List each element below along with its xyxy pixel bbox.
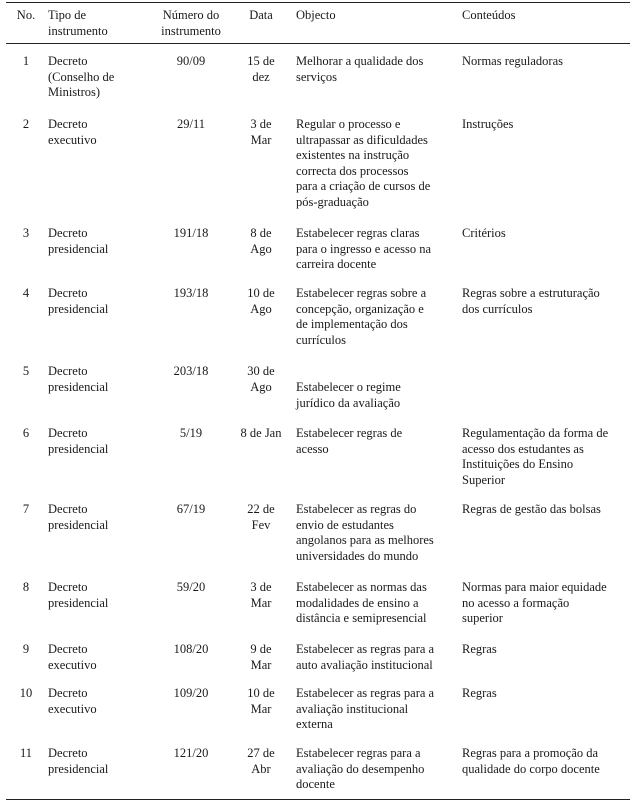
row-conteudos: Normas para maior equidade no acesso a formação superior	[462, 580, 607, 625]
row-objecto: Estabelecer regras claras para o ingresso e acesso na carreira docente	[296, 226, 432, 271]
row-no: 5	[22, 364, 30, 378]
row-data: 10 de Mar	[247, 686, 275, 716]
row-objecto: Melhorar a qualidade dos serviços	[296, 54, 424, 84]
header-no: No.	[16, 8, 36, 22]
row-objecto: Estabelecer o regime jurídico da avaliação	[296, 380, 401, 410]
row-conteudos: Regras para a promoção da qualidade do corpo docente	[462, 746, 600, 776]
row-tipo: Decreto presidencial	[48, 502, 109, 532]
row-no: 1	[22, 54, 30, 68]
row-objecto: Estabelecer regras sobre a concepção, organização e de implementação dos currículos	[296, 286, 427, 347]
row-tipo: Decreto presidencial	[48, 286, 109, 316]
header-data: Data	[249, 8, 273, 22]
row-numero: 67/19	[176, 502, 206, 516]
row-objecto: Estabelecer regras para a avaliação do desempenho docente	[296, 746, 425, 791]
row-numero: 5/19	[179, 426, 203, 440]
row-numero: 90/09	[176, 54, 206, 68]
row-tipo: Decreto (Conselho de Ministros)	[48, 54, 115, 99]
row-numero: 121/20	[173, 746, 209, 760]
row-numero: 108/20	[173, 642, 209, 656]
row-tipo: Decreto presidencial	[48, 580, 109, 610]
row-data: 15 de dez	[247, 54, 275, 84]
row-conteudos: Normas reguladoras	[462, 54, 564, 68]
row-data: 9 de Mar	[250, 642, 272, 672]
row-numero: 191/18	[173, 226, 209, 240]
top-rule	[6, 2, 630, 3]
header-conteudos: Conteúdos	[462, 8, 516, 22]
row-objecto: Estabelecer regras de acesso	[296, 426, 403, 456]
row-tipo: Decreto executivo	[48, 686, 97, 716]
row-tipo: Decreto presidencial	[48, 226, 109, 256]
row-numero: 29/11	[176, 117, 205, 131]
row-objecto: Regular o processo e ultrapassar as dificuldades existentes na instrução correcta dos processos para a criação de cursos de pós-graduação	[296, 117, 431, 209]
row-numero: 193/18	[173, 286, 209, 300]
row-no: 8	[22, 580, 30, 594]
row-conteudos: Regras sobre a estruturação dos currículos	[462, 286, 600, 316]
row-numero: 59/20	[176, 580, 206, 594]
row-data: 3 de Mar	[250, 580, 272, 610]
row-data: 22 de Fev	[247, 502, 275, 532]
row-conteudos: Regras	[462, 686, 497, 700]
row-data: 27 de Abr	[247, 746, 275, 776]
header-tipo: Tipo de instrumento	[48, 8, 108, 38]
row-conteudos: Regulamentação da forma de acesso dos estudantes as Instituições do Ensino Superior	[462, 426, 609, 487]
row-no: 3	[22, 226, 30, 240]
row-no: 10	[19, 686, 33, 700]
row-no: 6	[22, 426, 30, 440]
row-objecto: Estabelecer as regras para a auto avaliação institucional	[296, 642, 435, 672]
row-objecto: Estabelecer as normas das modalidades de ensino a distância e semipresencial	[296, 580, 427, 625]
row-numero: 203/18	[173, 364, 209, 378]
row-tipo: Decreto presidencial	[48, 426, 109, 456]
row-tipo: Decreto executivo	[48, 117, 97, 147]
row-tipo: Decreto executivo	[48, 642, 97, 672]
row-data: 10 de Ago	[247, 286, 275, 316]
row-conteudos: Regras de gestão das bolsas	[462, 502, 601, 516]
header-numero: Número do instrumento	[161, 8, 221, 38]
bottom-rule	[6, 799, 630, 800]
row-tipo: Decreto presidencial	[48, 746, 109, 776]
row-no: 7	[22, 502, 30, 516]
row-tipo: Decreto presidencial	[48, 364, 109, 394]
row-objecto: Estabelecer as regras para a avaliação institucional externa	[296, 686, 435, 731]
header-rule	[6, 43, 630, 44]
header-objecto: Objecto	[296, 8, 336, 22]
row-no: 4	[22, 286, 30, 300]
row-data: 3 de Mar	[250, 117, 272, 147]
row-data: 30 de Ago	[247, 364, 275, 394]
row-conteudos: Critérios	[462, 226, 506, 240]
row-no: 11	[19, 746, 33, 760]
row-numero: 109/20	[173, 686, 209, 700]
row-objecto: Estabelecer as regras do envio de estudantes angolanos para as melhores universidades do mundo	[296, 502, 434, 563]
row-data: 8 de Ago	[250, 226, 272, 256]
row-no: 2	[22, 117, 30, 131]
row-no: 9	[22, 642, 30, 656]
row-conteudos: Regras	[462, 642, 497, 656]
row-conteudos: Instruções	[462, 117, 514, 131]
row-data: 8 de Jan	[240, 426, 282, 440]
